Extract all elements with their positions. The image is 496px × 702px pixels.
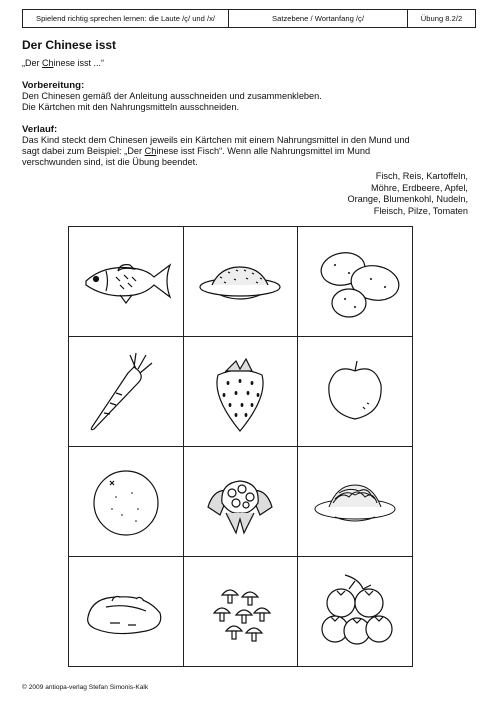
meat-icon <box>76 567 176 657</box>
tomatoes-icon <box>305 567 405 657</box>
potatoes-icon <box>305 237 405 327</box>
orange-icon <box>76 457 176 547</box>
food-list <box>347 171 468 217</box>
cauliflower-icon <box>190 457 290 547</box>
procedure-line-3: verschwunden sind, ist die Übung beendet. <box>22 157 198 168</box>
procedure-line-1: Das Kind steckt dem Chinesen jeweils ein Kärtchen mit einem Nahrungsmittel in den Mund und <box>22 135 410 145</box>
procedure-heading: Verlauf: <box>22 124 58 135</box>
subtitle-phrase <box>22 58 104 68</box>
food-list-line: Fisch, Reis, Kartoffeln, <box>375 171 468 181</box>
procedure-line-2 <box>22 146 484 157</box>
card-apple[interactable] <box>298 337 413 447</box>
header-exercise-number: Übung 8.2/2 <box>420 14 463 23</box>
preparation-section <box>22 80 482 113</box>
subtitle-text-end: inese isst ...“ <box>53 58 105 68</box>
mushrooms-icon <box>190 567 290 657</box>
carrot-icon <box>76 347 176 437</box>
food-list-line: Möhre, Erdbeere, Apfel, <box>370 182 468 193</box>
apple-icon <box>305 347 405 437</box>
card-orange[interactable] <box>69 447 184 557</box>
card-rice[interactable] <box>184 227 299 337</box>
food-card-grid <box>68 226 413 667</box>
procedure-underlined-sound: Ch <box>144 146 157 157</box>
header-series-title: Spielend richtig sprechen lernen: die Laute /ç/ und /x/ <box>23 10 229 27</box>
card-mushrooms[interactable] <box>184 557 299 667</box>
header-bar <box>22 9 476 28</box>
card-potatoes[interactable] <box>298 227 413 337</box>
card-tomatoes[interactable] <box>298 557 413 667</box>
strawberry-icon <box>190 347 290 437</box>
card-noodles[interactable] <box>298 447 413 557</box>
food-list-line: Orange, Blumenkohl, Nudeln, <box>347 194 468 205</box>
card-cauliflower[interactable] <box>184 447 299 557</box>
procedure-section <box>22 124 484 169</box>
fish-icon <box>76 237 176 327</box>
procedure-line-2-start: sagt dabei zum Beispiel: „Der <box>22 146 145 157</box>
card-strawberry[interactable] <box>184 337 299 447</box>
page-title: Der Chinese isst <box>22 38 117 52</box>
header-section: Satzebene / Wortanfang /ç/ <box>229 10 408 27</box>
card-carrot[interactable] <box>69 337 184 447</box>
noodles-plate-icon <box>305 457 405 547</box>
procedure-line-2-end: inese isst Fisch“. Wenn alle Nahrungsmittel im Mund <box>156 146 371 157</box>
subtitle-text-start: „Der <box>22 58 42 68</box>
preparation-line-2: Die Kärtchen mit den Nahrungsmitteln ausschneiden. <box>22 102 240 113</box>
card-fish[interactable] <box>69 227 184 337</box>
preparation-heading: Vorbereitung: <box>22 80 85 91</box>
food-list-line: Fleisch, Pilze, Tomaten <box>373 205 468 216</box>
rice-plate-icon <box>190 237 290 327</box>
subtitle-underlined-sound: Ch <box>42 58 54 68</box>
preparation-line-1: Den Chinesen gemäß der Anleitung ausschneiden und zusammenkleben. <box>22 91 322 101</box>
card-meat[interactable] <box>69 557 184 667</box>
copyright-footer: © 2009 antiopa-verlag Stefan Simonis-Kalk <box>22 684 149 691</box>
